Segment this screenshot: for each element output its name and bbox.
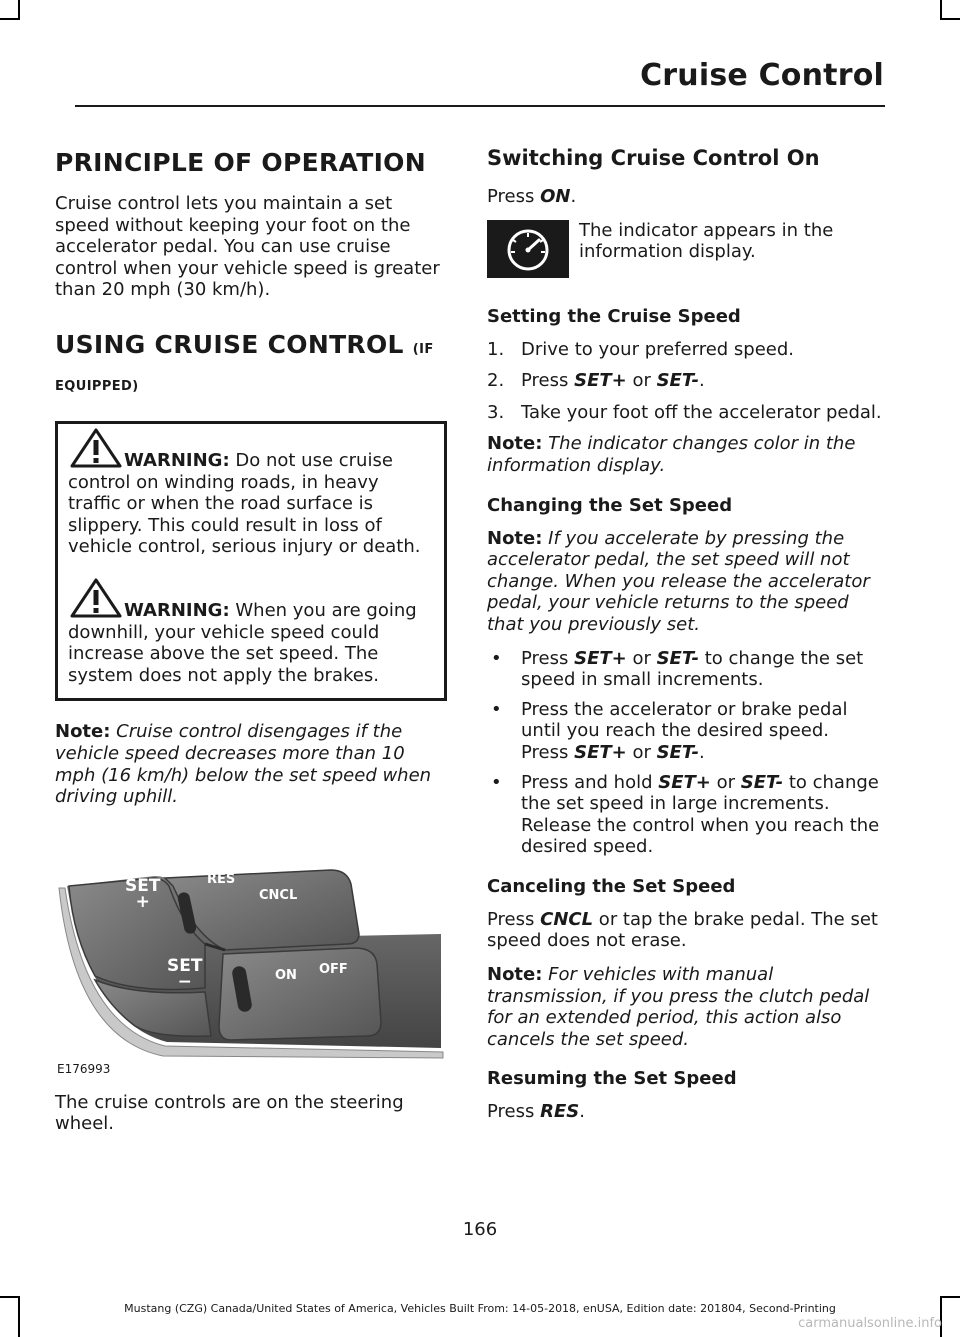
set-plus-symbol: + [135,891,150,912]
step-item [487,402,882,424]
press-prefix: Press [487,186,541,207]
warning-box [55,421,447,701]
cancel-suffix: or tap the brake pedal. The set speed does not erase. [487,908,878,952]
note-text: Cruise control disengages if the vehicle speed decreases more than 10 mph (16 km/h) below the set speed when driving uphill. [55,721,432,808]
manual-transmission-note [487,964,882,1050]
set-minus-term: SET- [656,647,699,669]
set-plus-term: SET+ [658,771,711,793]
bullet-text: . [698,741,705,763]
step-text: . [698,370,705,392]
bullet-text: or [626,647,657,669]
res-term: RES [540,1101,580,1123]
canceling-speed-heading: Canceling the Set Speed [487,875,736,897]
note-text: The indicator changes color in the information display. [487,433,856,476]
off-label: OFF [319,961,348,977]
steering-wheel-switch-illustration [55,826,445,1062]
color-note [487,433,882,476]
set-plus-term: SET+ [574,370,627,392]
changing-speed-heading: Changing the Set Speed [487,494,733,516]
left-column [55,140,447,1147]
press-on-text [487,186,882,208]
indicator-text: The indicator appears in the information display. [579,219,834,263]
header-rule [75,105,885,107]
step-item [487,339,882,361]
bullet-symbol: • [491,647,502,669]
resuming-speed-heading: Resuming the Set Speed [487,1068,737,1090]
changing-speed-bullets [487,648,882,858]
bullet-symbol: • [491,698,502,720]
bullet-symbol: • [491,771,502,793]
set-plus-button [125,875,161,912]
step-text: Take your foot off the accelerator pedal. [521,401,882,423]
warning-item [68,450,436,558]
warning-triangle-icon [70,428,122,468]
step-item [487,370,882,392]
cncl-term: CNCL [540,908,594,930]
cncl-label: CNCL [259,887,298,903]
speedometer-icon [487,220,569,278]
accelerate-note [487,528,882,636]
warning-item [68,600,436,686]
cruise-indicator-icon [487,220,569,278]
using-heading [55,329,447,403]
step-text: Press [521,370,575,392]
indicator-row [487,220,882,284]
set-minus-symbol: − [177,971,192,992]
crop-mark [18,0,20,20]
bullet-text: Press the accelerator or brake pedal until you reach the desired speed. Press [521,698,848,763]
uphill-note [55,721,447,807]
controls-location-text: The cruise controls are on the steering wheel. [55,1091,404,1135]
bullet-text: Press [521,647,575,669]
crop-mark [0,18,20,20]
resume-prefix: Press [487,1101,541,1123]
note-label: Note: [55,721,111,743]
page-header-title: Cruise Control [640,58,884,93]
footer-text: Mustang (CZG) Canada/United States of America, Vehicles Built From: 14-05-2018, enUSA, Edition date: 201804, Second-Printing [124,1302,836,1315]
bullet-text: to change the set speed in large increments. Release the control when you reach the desired speed. [521,771,880,858]
set-plus-term: SET+ [574,647,627,669]
switch-on-heading: Switching Cruise Control On [487,146,820,170]
note-label: Note: [487,433,543,455]
step-number: 2. [487,370,505,392]
warning-label: WARNING: [124,449,230,471]
step-number: 1. [487,338,505,360]
period: . [570,186,577,207]
resume-suffix: . [579,1101,585,1123]
right-column [487,140,882,1135]
note-label: Note: [487,964,543,986]
crop-mark [940,0,942,20]
cancel-text [487,909,882,952]
principle-heading: PRINCIPLE OF OPERATION [55,148,426,177]
setting-speed-heading: Setting the Cruise Speed [487,305,741,327]
on-label: ON [275,967,297,983]
setting-steps [487,339,882,424]
step-number: 3. [487,401,505,423]
set-minus-button [167,955,203,992]
using-heading-suffix: (IF EQUIPPED) [55,341,434,394]
note-text: If you accelerate by pressing the accelerator pedal, the set speed will not change. When you release the accelerator pedal, your vehicle returns to the speed that you previously set. [487,527,870,635]
warning-text: Do not use cruise control on winding roads, in heavy traffic or when the road surface is slippery. This could result in loss of vehicle control, serious injury or death. [68,449,421,558]
crop-mark [940,1296,960,1298]
step-text: or [626,370,657,392]
bullet-text: or [626,741,657,763]
warning-text: When you are going downhill, your vehicle speed could increase above the set speed. The system does not apply the brakes. [68,599,417,686]
bullet-item [487,772,882,858]
bullet-item [487,648,882,691]
crop-mark [0,1296,20,1298]
set-minus-label: SET [167,955,203,976]
set-plus-term: SET+ [574,741,627,763]
cancel-prefix: Press [487,908,541,930]
set-minus-term: SET- [656,741,699,763]
res-label: RES [207,871,236,887]
set-plus-label: SET [125,875,161,896]
warning-triangle-icon [70,578,122,618]
bullet-text: to change the set speed in small increments. [521,647,864,691]
step-text: Drive to your preferred speed. [521,338,795,360]
warning-label: WARNING: [124,599,230,621]
cruise-control-switch-figure [55,826,445,1076]
watermark: carmanualsonline.info [798,1316,942,1331]
bullet-text: or [710,771,741,793]
set-minus-term: SET- [656,370,699,392]
on-word: ON [540,186,571,207]
bullet-item [487,699,882,764]
using-heading-text: USING CRUISE CONTROL [55,329,404,359]
bullet-text: Press and hold [521,771,659,793]
page-number: 166 [462,1219,498,1240]
crop-mark [940,18,960,20]
principle-text: Cruise control lets you maintain a set speed without keeping your foot on the accelerator pedal. You can use cruise control when your vehicle speed is greater than 20 mph (30 km/h). [55,193,440,301]
note-label: Note: [487,527,543,549]
note-text: For vehicles with manual transmission, if you press the clutch pedal for an extended period, this action also cancels the set speed. [487,964,870,1050]
set-minus-term: SET- [740,771,784,793]
figure-code: E176993 [57,1061,111,1076]
resume-text [487,1101,882,1123]
